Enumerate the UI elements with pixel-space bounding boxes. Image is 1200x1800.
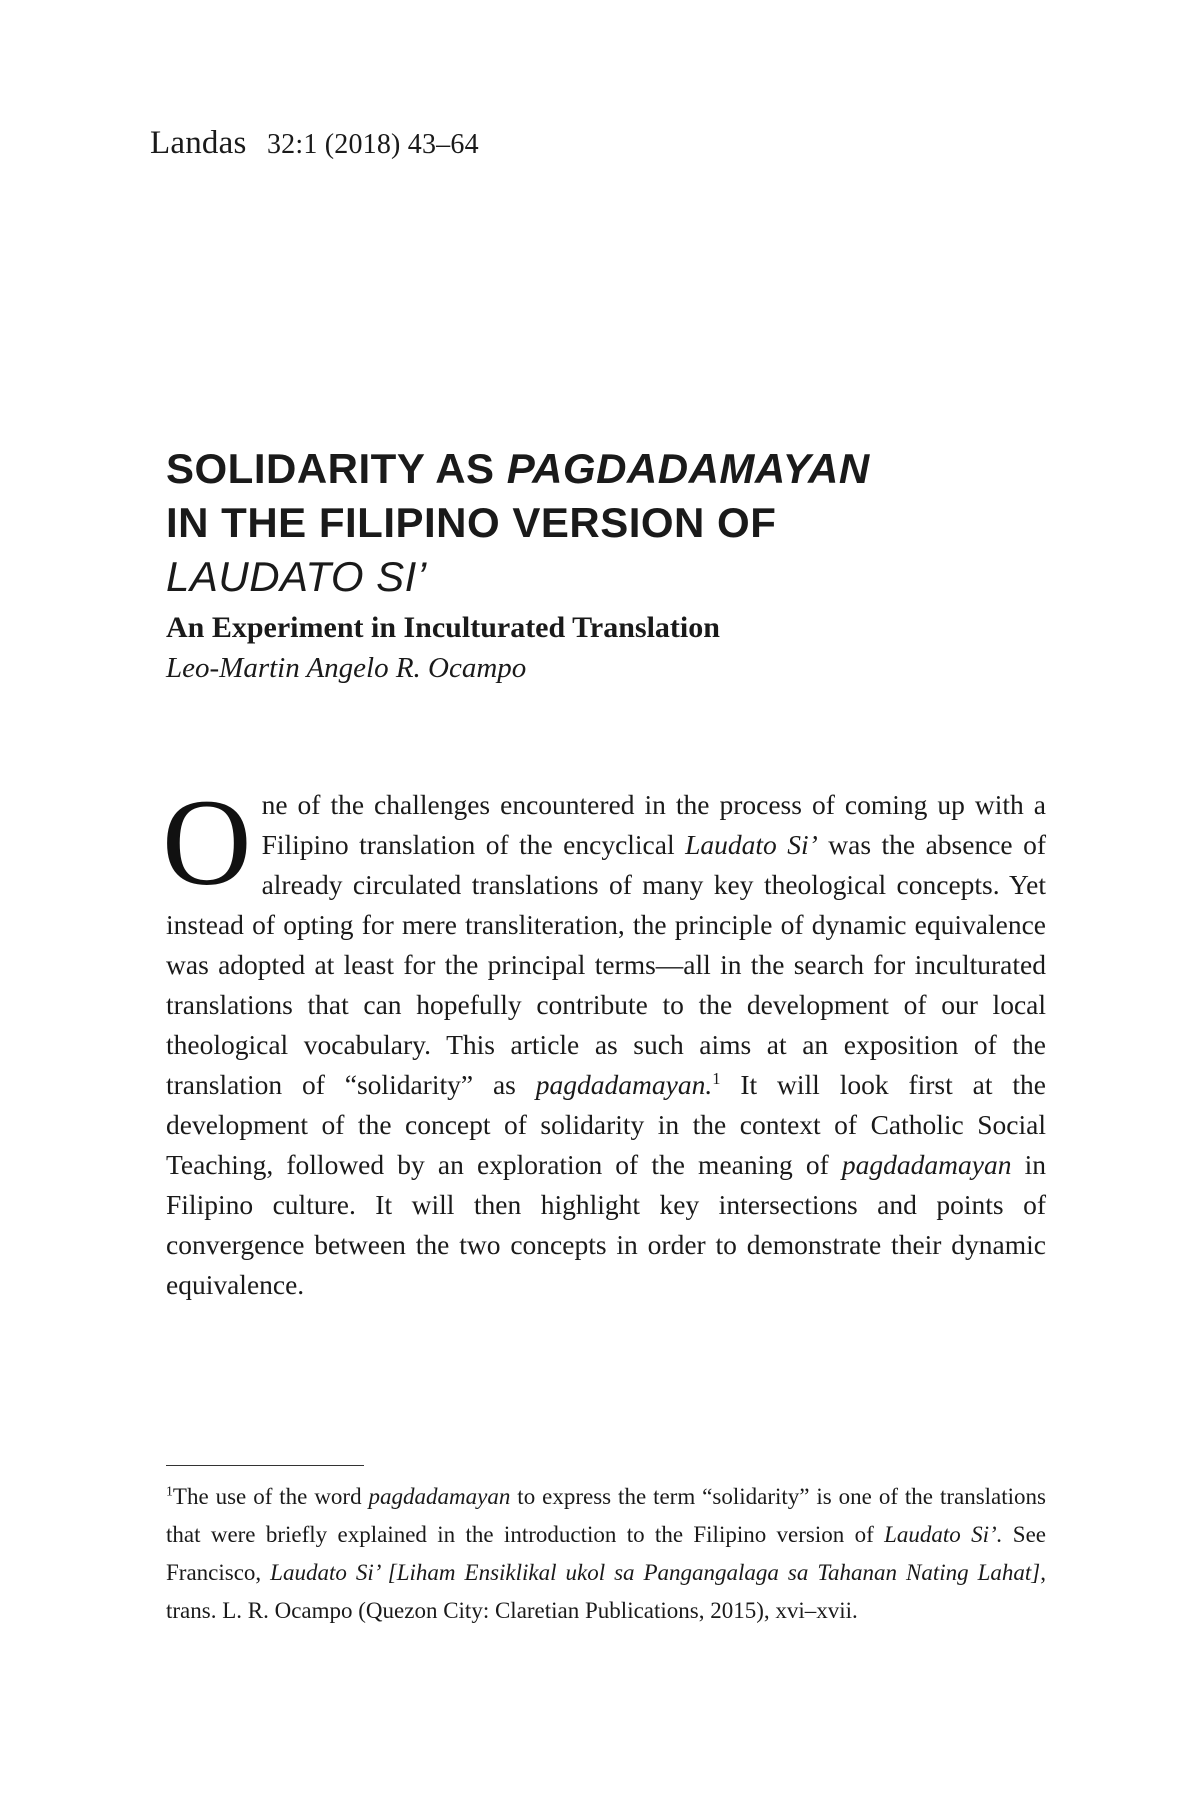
footnote-marker: 1 xyxy=(166,1483,173,1499)
volume-citation: 32:1 (2018) 43–64 xyxy=(266,129,479,160)
title-line-1 xyxy=(166,442,1066,496)
author-name: Leo-Martin Angelo R. Ocampo xyxy=(166,652,527,684)
footnote-text-3: See Francisco, xyxy=(166,1522,1047,1585)
abstract-paragraph xyxy=(162,774,1047,1305)
footnote-italic-3: Laudato Si’ [Liham Ensiklikal ukol sa Pangangalaga sa Tahanan Nating Lahat] xyxy=(270,1560,1041,1585)
subtitle: An Experiment in Inculturated Translation xyxy=(166,611,720,644)
footnote-text-4: , trans. L. R. Ocampo (Quezon City: Claretian Publications, 2015), xvi–xvii. xyxy=(166,1560,1046,1623)
abstract-text-1: ne of the challenges encountered in the process of coming up with a Filipino translation of the encyclical xyxy=(261,789,1046,860)
abstract-text-4: in Filipino culture. It will then highlight key intersections and points of convergence between the two concepts in order to demonstrate their dynamic equivalence. xyxy=(166,1149,1046,1300)
title-line-1-italic: PAGDADAMAYAN xyxy=(506,445,870,492)
footnote-text-2: to express the term “solidarity” is one of the translations that were briefly explained in the introduction to the Filipino version of xyxy=(166,1484,1046,1547)
title-block xyxy=(166,442,1066,688)
abstract-italic-1: Laudato Si’ xyxy=(685,829,818,860)
footnote xyxy=(166,1478,1046,1630)
drop-cap: O xyxy=(162,774,252,911)
footnote-divider xyxy=(166,1465,364,1466)
abstract-italic-2: pagdadamayan. xyxy=(535,1069,713,1100)
footnote-italic-2: Laudato Si’. xyxy=(884,1522,1003,1547)
footnote-reference[interactable]: 1 xyxy=(712,1068,721,1088)
abstract-italic-3: pagdadamayan xyxy=(841,1149,1012,1180)
running-head xyxy=(150,125,479,162)
journal-name: Landas xyxy=(150,125,247,161)
abstract-text-2: was the absence of already circulated translations of many key theological concepts. Yet instead of opting for mere transliteration, the principle of dynamic equivalence was adopted at least for the principal terms—all in the search for inculturated translations that can hopefully contribute to the development of our local theological vocabulary. This article as such aims at an exposition of the translation of “solidarity” as xyxy=(166,829,1047,1100)
title-line-2: IN THE FILIPINO VERSION OF xyxy=(166,499,777,546)
title-line-3: LAUDATO SI’ xyxy=(166,553,427,600)
abstract-text-3: It will look first at the development of the concept of solidarity in the context of Catholic Social Teaching, followed by an exploration of the meaning of xyxy=(166,1069,1046,1180)
footnote-italic-1: pagdadamayan xyxy=(368,1484,511,1509)
footnote-text-1: The use of the word xyxy=(172,1484,369,1509)
title-line-1-plain: SOLIDARITY AS xyxy=(166,445,507,492)
